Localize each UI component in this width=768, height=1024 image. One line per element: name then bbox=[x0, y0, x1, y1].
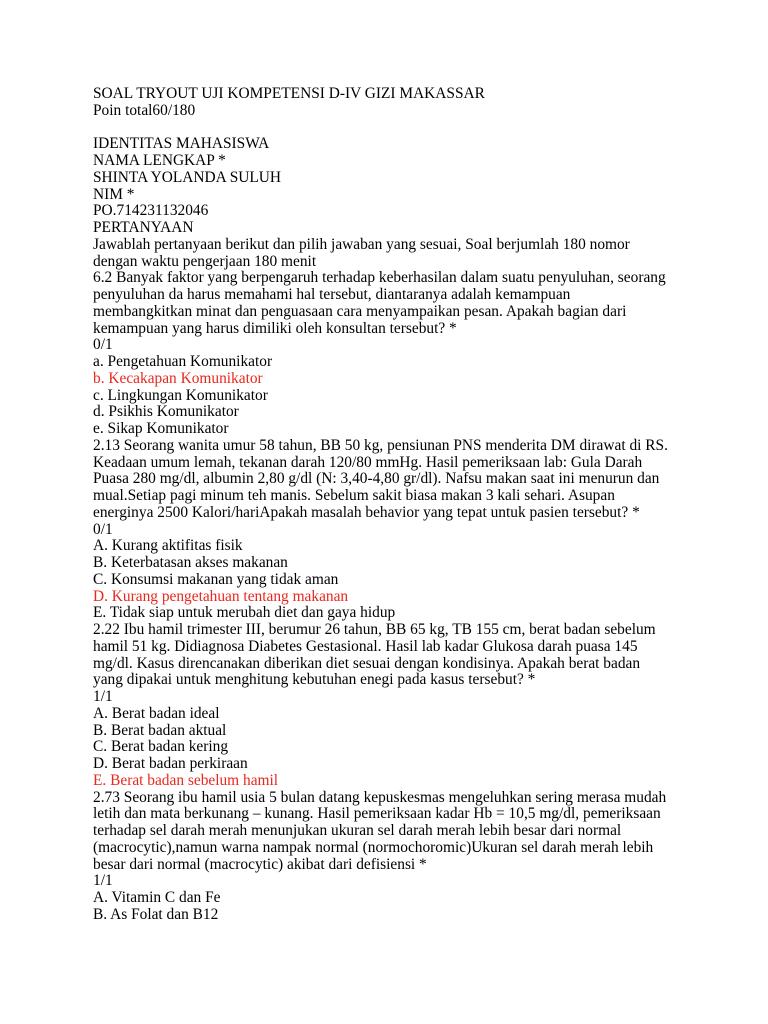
question-text-line: 2.13 Seorang wanita umur 58 tahun, BB 50 kg, pensiunan PNS menderita DM dirawat di RS. bbox=[93, 436, 668, 454]
question-text-line: mual.Setiap pagi minum teh manis. Sebelum sakit biasa makan 3 kali sehari. Asupan bbox=[93, 487, 615, 504]
answer-option: c. Lingkungan Komunikator bbox=[93, 386, 268, 404]
answer-option: B. Keterbatasan akses makanan bbox=[93, 554, 288, 571]
document-page bbox=[93, 86, 693, 924]
question-text-line: 6.2 Banyak faktor yang berpengaruh terhadap keberhasilan dalam suatu penyuluhan, seorang bbox=[93, 269, 666, 287]
answer-option-highlighted: E. Berat badan sebelum hamil bbox=[93, 771, 279, 789]
question-score: 1/1 bbox=[93, 872, 113, 890]
instruction-line: dengan waktu pengerjaan 180 menit bbox=[93, 252, 317, 270]
spacer bbox=[93, 120, 693, 137]
question-text-line: Keadaan umum lemah, tekanan darah 120/80 mmHg. Hasil pemeriksaan lab: Gula Darah bbox=[93, 453, 643, 471]
question-text-line: 2.73 Seorang ibu hamil usia 5 bulan datang kepuskesmas mengeluhkan sering merasa mudah bbox=[93, 788, 667, 806]
instruction-line: Jawablah pertanyaan berikut dan pilih jawaban yang sesuai, Soal berjumlah 180 nomor bbox=[93, 235, 630, 253]
answer-option: B. Berat badan aktual bbox=[93, 721, 227, 739]
question-text-line: mg/dl. Kasus direncanakan diberikan diet sesuai dengan kondisinya. Apakah berat badan bbox=[93, 654, 641, 672]
answer-option: C. Konsumsi makanan yang tidak aman bbox=[93, 570, 339, 588]
question-score: 0/1 bbox=[93, 520, 113, 538]
answer-option: D. Berat badan perkiraan bbox=[93, 755, 248, 772]
question-text-line: penyuluhan da harus memahami hal tersebut, diantaranya adalah kemampuan bbox=[93, 286, 571, 303]
answer-option: A. Vitamin C dan Fe bbox=[93, 889, 221, 906]
answer-option-highlighted: D. Kurang pengetahuan tentang makanan bbox=[93, 587, 349, 605]
question-text-line: 2.22 Ibu hamil trimester III, berumur 26 tahun, BB 65 kg, TB 155 cm, berat badan sebelum bbox=[93, 621, 656, 638]
question-block bbox=[93, 438, 693, 622]
answer-option: d. Psikhis Komunikator bbox=[93, 403, 239, 421]
answer-option: a. Pengetahuan Komunikator bbox=[93, 353, 273, 370]
question-text-line: terhadap sel darah merah menunjukan ukuran sel darah merah lebih besar dari normal bbox=[93, 822, 622, 839]
question-text-line: hamil 51 kg. Didiagnosa Diabetes Gestasional. Hasil lab kadar Glukosa darah puasa 145 bbox=[93, 637, 638, 655]
points-total: Poin total60/180 bbox=[93, 101, 196, 119]
identity-section-heading: IDENTITAS MAHASISWA bbox=[93, 135, 270, 153]
document-title: SOAL TRYOUT UJI KOMPETENSI D-IV GIZI MAKASSAR bbox=[93, 85, 485, 102]
question-block bbox=[93, 790, 693, 924]
answer-option: C. Berat badan kering bbox=[93, 738, 229, 756]
question-text-line: Puasa 280 mg/dl, albumin 2,80 g/dl (N: 3,40-4,80 gr/dl). Nafsu makan saat ini menurun dan bbox=[93, 470, 660, 488]
answer-option: B. As Folat dan B12 bbox=[93, 905, 219, 923]
answer-option: A. Berat badan ideal bbox=[93, 704, 220, 722]
question-score: 1/1 bbox=[93, 688, 113, 705]
question-text-line: besar dari normal (macrocytic) akibat dari defisiensi * bbox=[93, 855, 427, 873]
question-text-line: letih dan mata berkunang – kunang. Hasil pemeriksaan kadar Hb = 10,5 mg/dl, pemeriksaan bbox=[93, 805, 661, 823]
question-text-line: (macrocytic),namun warna nampak normal (normochoromic)Ukuran sel darah merah lebih bbox=[93, 838, 654, 856]
answer-option: E. Tidak siap untuk merubah diet dan gaya hidup bbox=[93, 604, 396, 622]
nim-value: PO.714231132046 bbox=[93, 202, 209, 220]
name-value: SHINTA YOLANDA SULUH bbox=[93, 168, 282, 186]
question-text-line: membangkitkan minat dan penguasaan cara menyampaikan pesan. Apakah bagian dari bbox=[93, 302, 627, 320]
question-score: 0/1 bbox=[93, 336, 113, 354]
nim-label: NIM * bbox=[93, 185, 135, 203]
answer-option-highlighted: b. Kecakapan Komunikator bbox=[93, 369, 263, 387]
questions-heading: PERTANYAAN bbox=[93, 219, 194, 236]
question-text-line: yang dipakai untuk menghitung kebutuhan enegi pada kasus tersebut? * bbox=[93, 671, 536, 689]
question-block bbox=[93, 270, 693, 438]
question-text-line: kemampuan yang harus dimiliki oleh konsultan tersebut? * bbox=[93, 319, 457, 337]
question-text-line: energinya 2500 Kalori/hariApakah masalah behavior yang tepat untuk pasien tersebut? * bbox=[93, 503, 640, 521]
answer-option: e. Sikap Komunikator bbox=[93, 420, 229, 437]
question-block bbox=[93, 622, 693, 790]
name-label: NAMA LENGKAP * bbox=[93, 152, 226, 169]
answer-option: A. Kurang aktifitas fisik bbox=[93, 537, 243, 555]
